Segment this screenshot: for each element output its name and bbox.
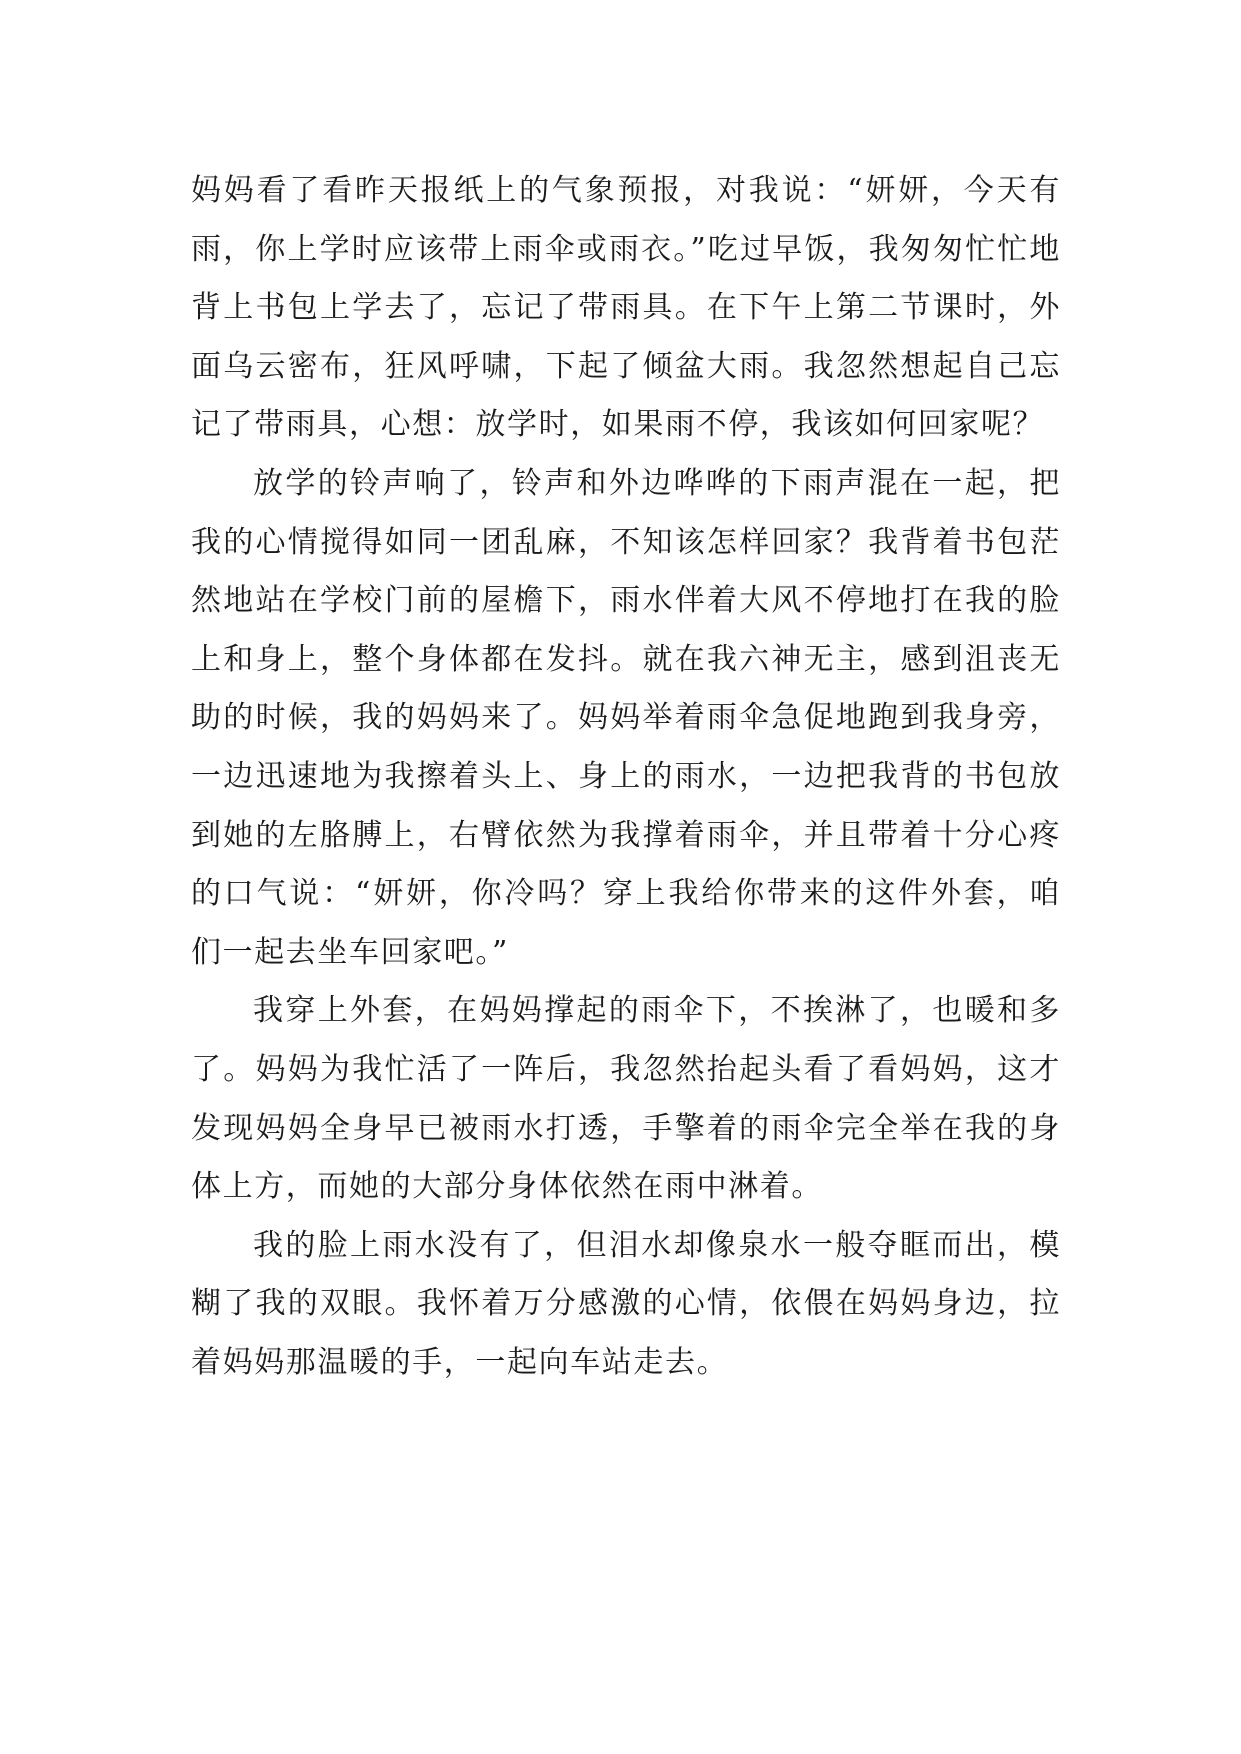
paragraph-2: 放学的铃声响了，铃声和外边哗哗的下雨声混在一起，把我的心情搅得如同一团乱麻，不知该怎样回家？我背着书包茫然地站在学校门前的屋檐下，雨水伴着大风不停地打在我的脸上和身上，整个身体都在发抖。就在我六神无主，感到沮丧无助的时候，我的妈妈来了。妈妈举着雨伞急促地跑到我身旁，一边迅速地为我擦着头上、身上的雨水，一边把我背的书包放到她的左胳膊上，右臂依然为我撑着雨伞，并且带着十分心疼的口气说：“妍妍，你冷吗？穿上我给你带来的这件外套，咱们一起去坐车回家吧。” (191, 465, 1061, 970)
paragraph-3: 我穿上外套，在妈妈撑起的雨伞下，不挨淋了，也暖和多了。妈妈为我忙活了一阵后，我忽然抬起头看了看妈妈，这才发现妈妈全身早已被雨水打透，手擎着的雨伞完全举在我的身体上方，而她的大部分身体依然在雨中淋着。 (191, 993, 1061, 1205)
paragraph-1: 妈妈看了看昨天报纸上的气象预报，对我说：“妍妍，今天有雨，你上学时应该带上雨伞或雨衣。”吃过早饭，我匆匆忙忙地背上书包上学去了，忘记了带雨具。在下午上第二节课时，外面乌云密布，狂风呼啸，下起了倾盆大雨。我忽然想起自己忘记了带雨具，心想：放学时，如果雨不停，我该如何回家呢？ (191, 173, 1061, 443)
document-body (191, 162, 1061, 1392)
paragraph-4: 我的脸上雨水没有了，但泪水却像泉水一般夺眶而出，模糊了我的双眼。我怀着万分感激的心情，依偎在妈妈身边，拉着妈妈那温暖的手，一起向车站走去。 (191, 1227, 1061, 1380)
